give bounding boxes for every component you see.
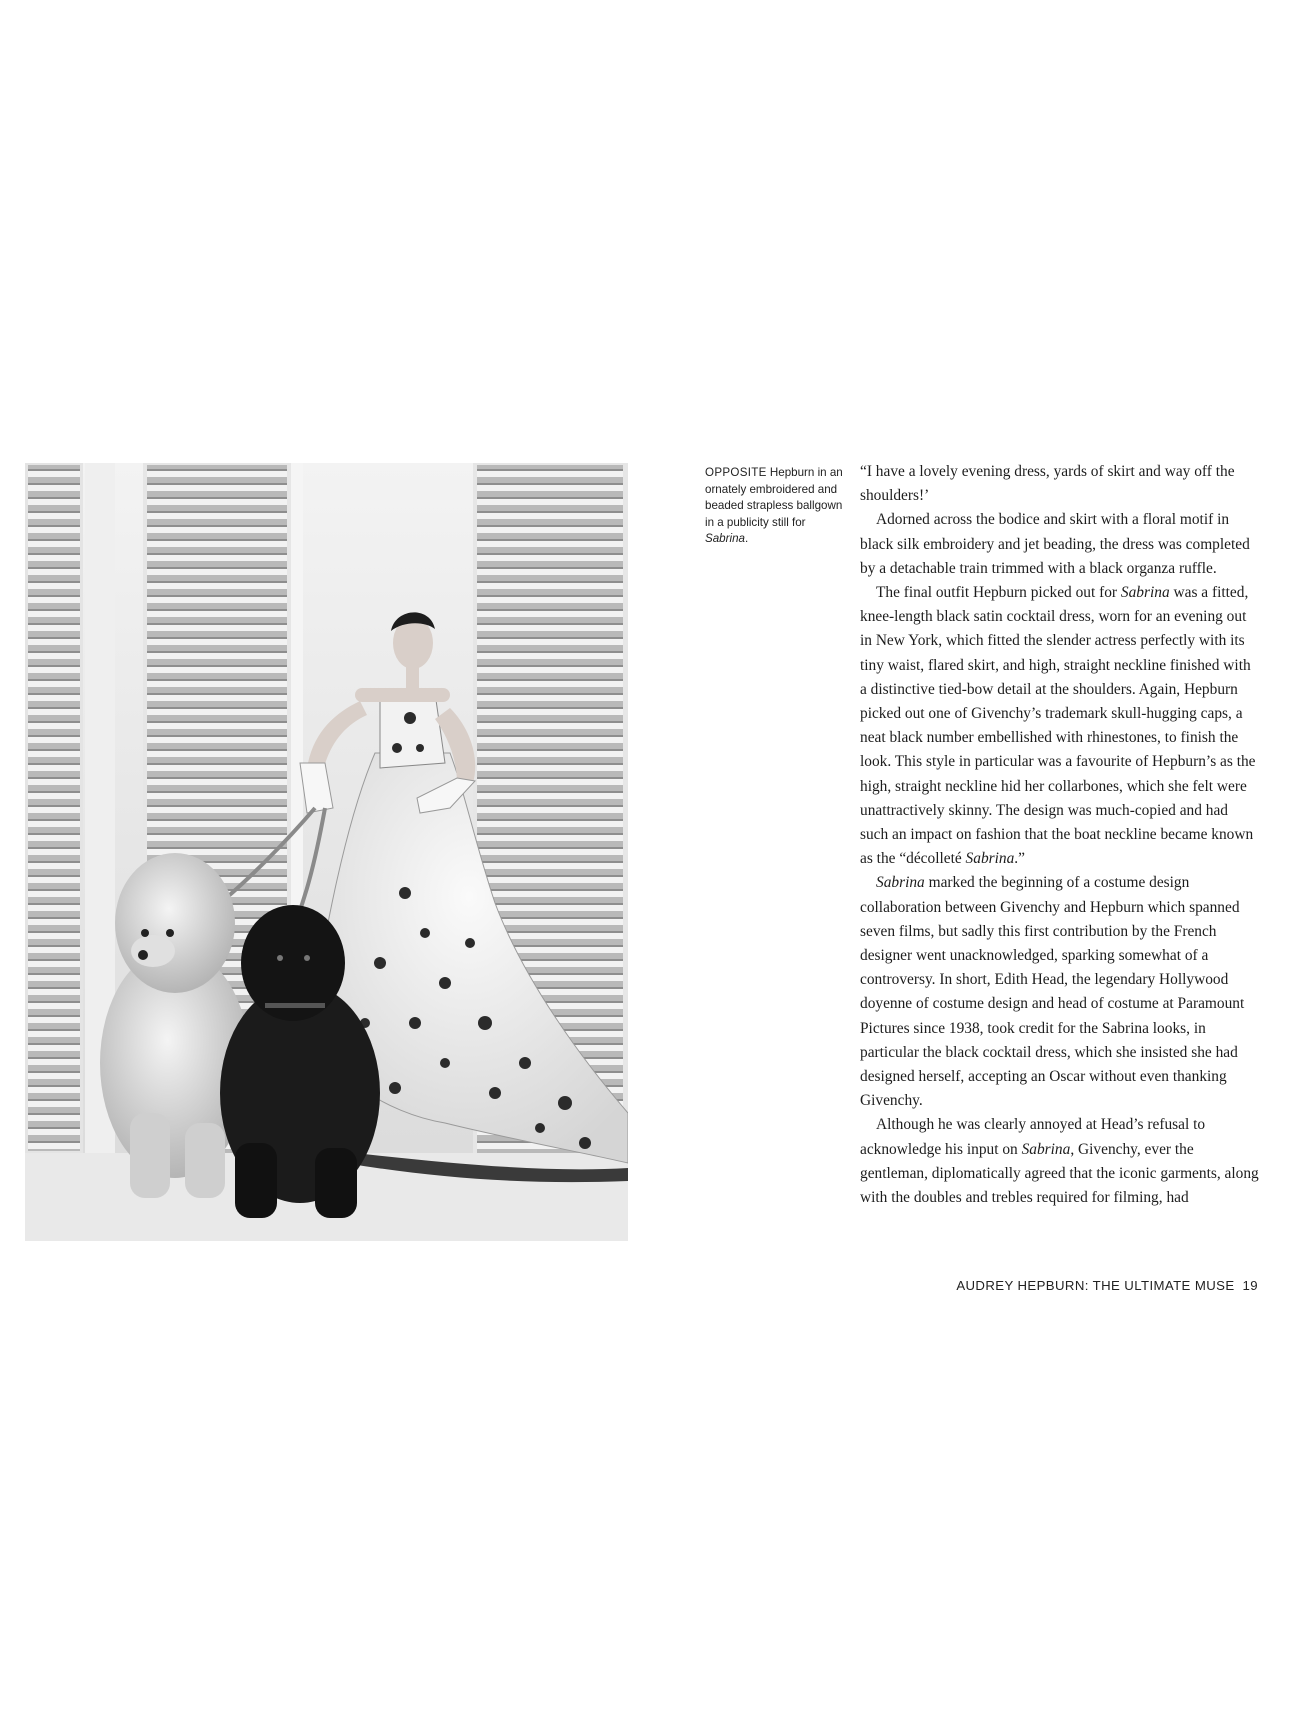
paragraph-4	[860, 871, 1260, 1113]
photo-caption	[705, 465, 845, 548]
paragraph-2: Adorned across the bodice and skirt with a floral motif in black silk embroidery and jet beading, the dress was completed by a detachable train trimmed with a black organza ruffle.	[860, 511, 1250, 577]
paragraph-3-text-c: .”	[1014, 850, 1025, 868]
body-text	[860, 460, 1260, 1210]
paragraph-5-text-a: Although he was clearly annoyed at Head’s refusal to acknowledge his input on	[860, 1116, 1206, 1158]
paragraph-4-film-title: Sabrina	[876, 874, 925, 892]
paragraph-1: “I have a lovely evening dress, yards of skirt and way off the shoulders!’	[860, 463, 1235, 505]
paragraph-3	[860, 581, 1260, 871]
paragraph-3-text-b: was a fitted, knee-length black satin cocktail dress, worn for an evening out in New York, which fitted the slender actress perfectly with its tiny waist, flared skirt, and high, straight neckline finished with a distinctive tied-bow detail at the shoulders. Again, Hepburn picked out one of Givenchy’s trademark skull-hugging caps, a neat black number embellished with rhinestones, to finish the look. This style in particular was a favourite of Hepburn’s as the high, straight neckline hid her collarbones, which she felt were unattractively skinny. The design was much-copied and had such an impact on fashion that the boat neckline became known as the “décolleté	[860, 584, 1256, 868]
caption-text: Hepburn in an ornately embroidered and beaded strapless ballgown in a publicity still for	[705, 466, 843, 529]
paragraph-5	[860, 1113, 1260, 1210]
paragraph-3-text-a: The final outfit Hepburn picked out for	[876, 584, 1121, 602]
caption-film-title: Sabrina	[705, 532, 745, 546]
caption-lead: OPPOSITE	[705, 466, 767, 479]
paragraph-3-film-title: Sabrina	[1120, 584, 1170, 602]
paragraph-4-text: marked the beginning of a costume design collaboration between Givenchy and Hepburn which spanned seven films, but sadly this first contribution by the French designer went unacknowledged, sparking somewhat of a controversy. In short, Edith Head, the legendary Hollywood doyenne of costume design and head of costume at Paramount Pictures since 1938, took credit for the Sabrina looks, in particular the black cocktail dress, which she insisted she had designed herself, accepting an Oscar without even thanking Givenchy.	[860, 874, 1245, 1110]
caption-end: .	[744, 532, 749, 546]
photograph-icon	[25, 463, 628, 1241]
running-footer	[700, 1278, 1258, 1293]
photograph	[25, 463, 628, 1241]
paragraph-3-film-title-2: Sabrina	[965, 850, 1015, 868]
running-title: AUDREY HEPBURN: THE ULTIMATE MUSE	[956, 1278, 1235, 1293]
paragraph-5-film-title: Sabrina	[1021, 1140, 1071, 1158]
paragraph-5-text-b: , Givenchy, ever the gentleman, diplomatically agreed that the iconic garments, along with the doubles and trebles required for filming, had	[860, 1140, 1259, 1207]
page-number: 19	[1242, 1278, 1258, 1293]
